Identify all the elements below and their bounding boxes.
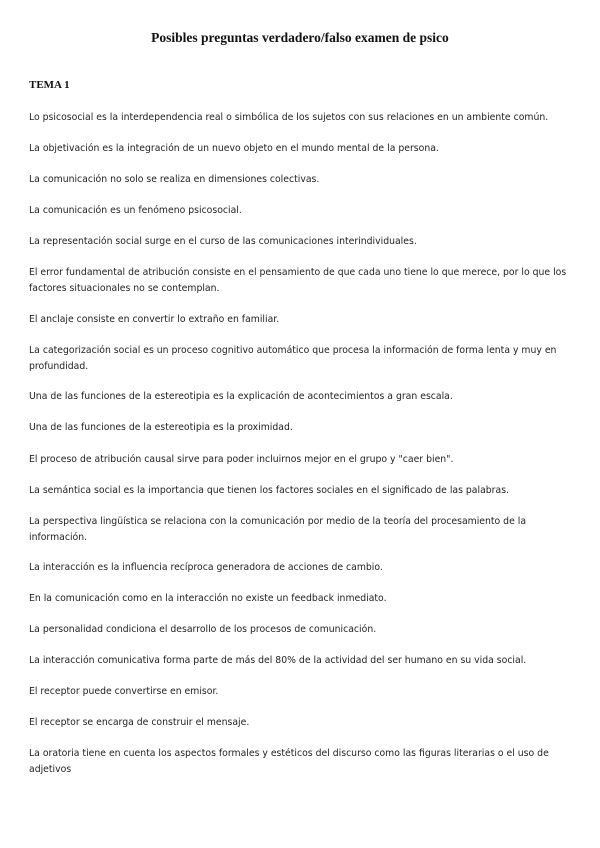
statement: La oratoria tiene en cuenta los aspectos formales y estéticos del discurso como las figuras literarias o el uso de adjetivos bbox=[29, 748, 549, 775]
statement: La comunicación no solo se realiza en dimensiones colectivas. bbox=[29, 174, 320, 185]
statement: La representación social surge en el curso de las comunicaciones interindividuales. bbox=[29, 236, 417, 247]
statement: La comunicación es un fenómeno psicosocial. bbox=[29, 205, 242, 216]
page-title: Posibles preguntas verdadero/falso examen de psico bbox=[151, 30, 449, 45]
statement: El error fundamental de atribución consiste en el pensamiento de que cada uno tiene lo que merece, por lo que los factores situacionales no se contemplan. bbox=[29, 267, 567, 294]
statement: El proceso de atribución causal sirve para poder incluirnos mejor en el grupo y "caer bien". bbox=[29, 454, 454, 465]
statement: El receptor puede convertirse en emisor. bbox=[29, 686, 219, 697]
statement: La objetivación es la integración de un nuevo objeto en el mundo mental de la persona. bbox=[29, 143, 439, 154]
statement: La interacción es la influencia recíproca generadora de acciones de cambio. bbox=[29, 562, 383, 573]
statement: La interacción comunicativa forma parte de más del 80% de la actividad del ser humano en su vida social. bbox=[29, 655, 527, 666]
statement: Una de las funciones de la estereotipia es la proximidad. bbox=[29, 422, 293, 433]
statement: La semántica social es la importancia que tienen los factores sociales en el significado de las palabras. bbox=[29, 485, 509, 496]
statement: El receptor se encarga de construir el mensaje. bbox=[29, 717, 250, 728]
section-title: TEMA 1 bbox=[29, 79, 70, 91]
statement: La personalidad condiciona el desarrollo de los procesos de comunicación. bbox=[29, 624, 377, 635]
statement: En la comunicación como en la interacción no existe un feedback inmediato. bbox=[29, 593, 387, 604]
statement: La categorización social es un proceso cognitivo automático que procesa la información de forma lenta y muy en profundidad. bbox=[29, 345, 557, 372]
statement: El anclaje consiste en convertir lo extraño en familiar. bbox=[29, 314, 280, 325]
statement: La perspectiva lingüística se relaciona con la comunicación por medio de la teoría del procesamiento de la información. bbox=[29, 516, 527, 543]
statement: Una de las funciones de la estereotipia es la explicación de acontecimientos a gran escala. bbox=[29, 391, 453, 402]
statement: Lo psicosocial es la interdependencia real o simbólica de los sujetos con sus relaciones en un ambiente común. bbox=[29, 112, 549, 123]
